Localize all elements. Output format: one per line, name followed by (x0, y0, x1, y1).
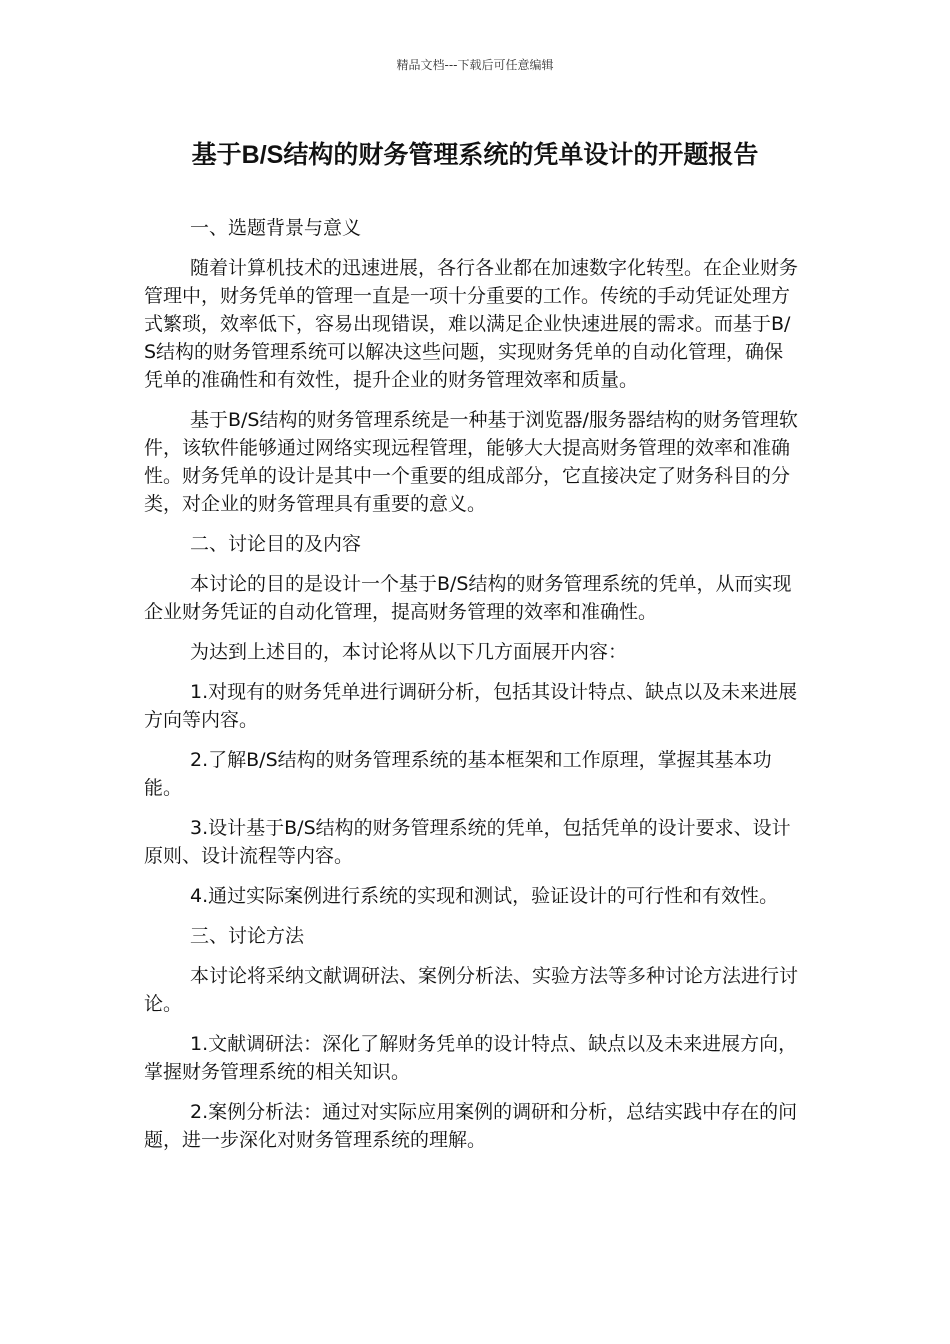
list-item-method-2: 2.案例分析法：通过对实际应用案例的调研和分析，总结实践中存在的问题，进一步深化对财务管理系统的理解。 (144, 1101, 798, 1151)
list-item-purpose-4: 4.通过实际案例进行系统的实现和测试，验证设计的可行性和有效性。 (190, 885, 779, 907)
list-item-purpose-3: 3.设计基于B/S结构的财务管理系统的凭单，包括凭单的设计要求、设计原则、设计流程等内容。 (144, 817, 791, 867)
page-header-watermark: 精品文档---下载后可任意编辑 (396, 58, 554, 72)
section-heading-method: 三、讨论方法 (190, 925, 305, 947)
paragraph-purpose-2: 为达到上述目的，本讨论将从以下几方面展开内容： (190, 641, 628, 663)
section-heading-purpose: 二、讨论目的及内容 (190, 533, 362, 555)
list-item-purpose-1: 1.对现有的财务凭单进行调研分析，包括其设计特点、缺点以及未来进展方向等内容。 (144, 681, 798, 731)
paragraph-method-1: 本讨论将采纳文献调研法、案例分析法、实验方法等多种讨论方法进行讨论。 (144, 965, 799, 1015)
document-body (144, 214, 800, 1166)
document-title: 基于B/S结构的财务管理系统的凭单设计的开题报告 (191, 141, 759, 169)
list-item-method-1: 1.文献调研法：深化了解财务凭单的设计特点、缺点以及未来进展方向，掌握财务管理系统的相关知识。 (144, 1033, 798, 1083)
section-heading-background: 一、选题背景与意义 (190, 217, 362, 239)
paragraph-background-2: 基于B/S结构的财务管理系统是一种基于浏览器/服务器结构的财务管理软件，该软件能够通过网络实现远程管理，能够大大提高财务管理的效率和准确性。财务凭单的设计是其中一个重要的组成部分，它直接决定了财务科目的分类，对企业的财务管理具有重要的意义。 (144, 409, 798, 515)
paragraph-purpose-1: 本讨论的目的是设计一个基于B/S结构的财务管理系统的凭单，从而实现企业财务凭证的自动化管理，提高财务管理的效率和准确性。 (144, 573, 792, 623)
list-item-purpose-2: 2.了解B/S结构的财务管理系统的基本框架和工作原理，掌握其基本功能。 (144, 749, 772, 799)
paragraph-background-1: 随着计算机技术的迅速进展，各行各业都在加速数字化转型。在企业财务管理中，财务凭单的管理一直是一项十分重要的工作。传统的手动凭证处理方式繁琐，效率低下，容易出现错误，难以满足企业快速进展的需求。而基于B/S结构的财务管理系统可以解决这些问题，实现财务凭单的自动化管理，确保凭单的准确性和有效性，提升企业的财务管理效率和质量。 (144, 257, 799, 391)
